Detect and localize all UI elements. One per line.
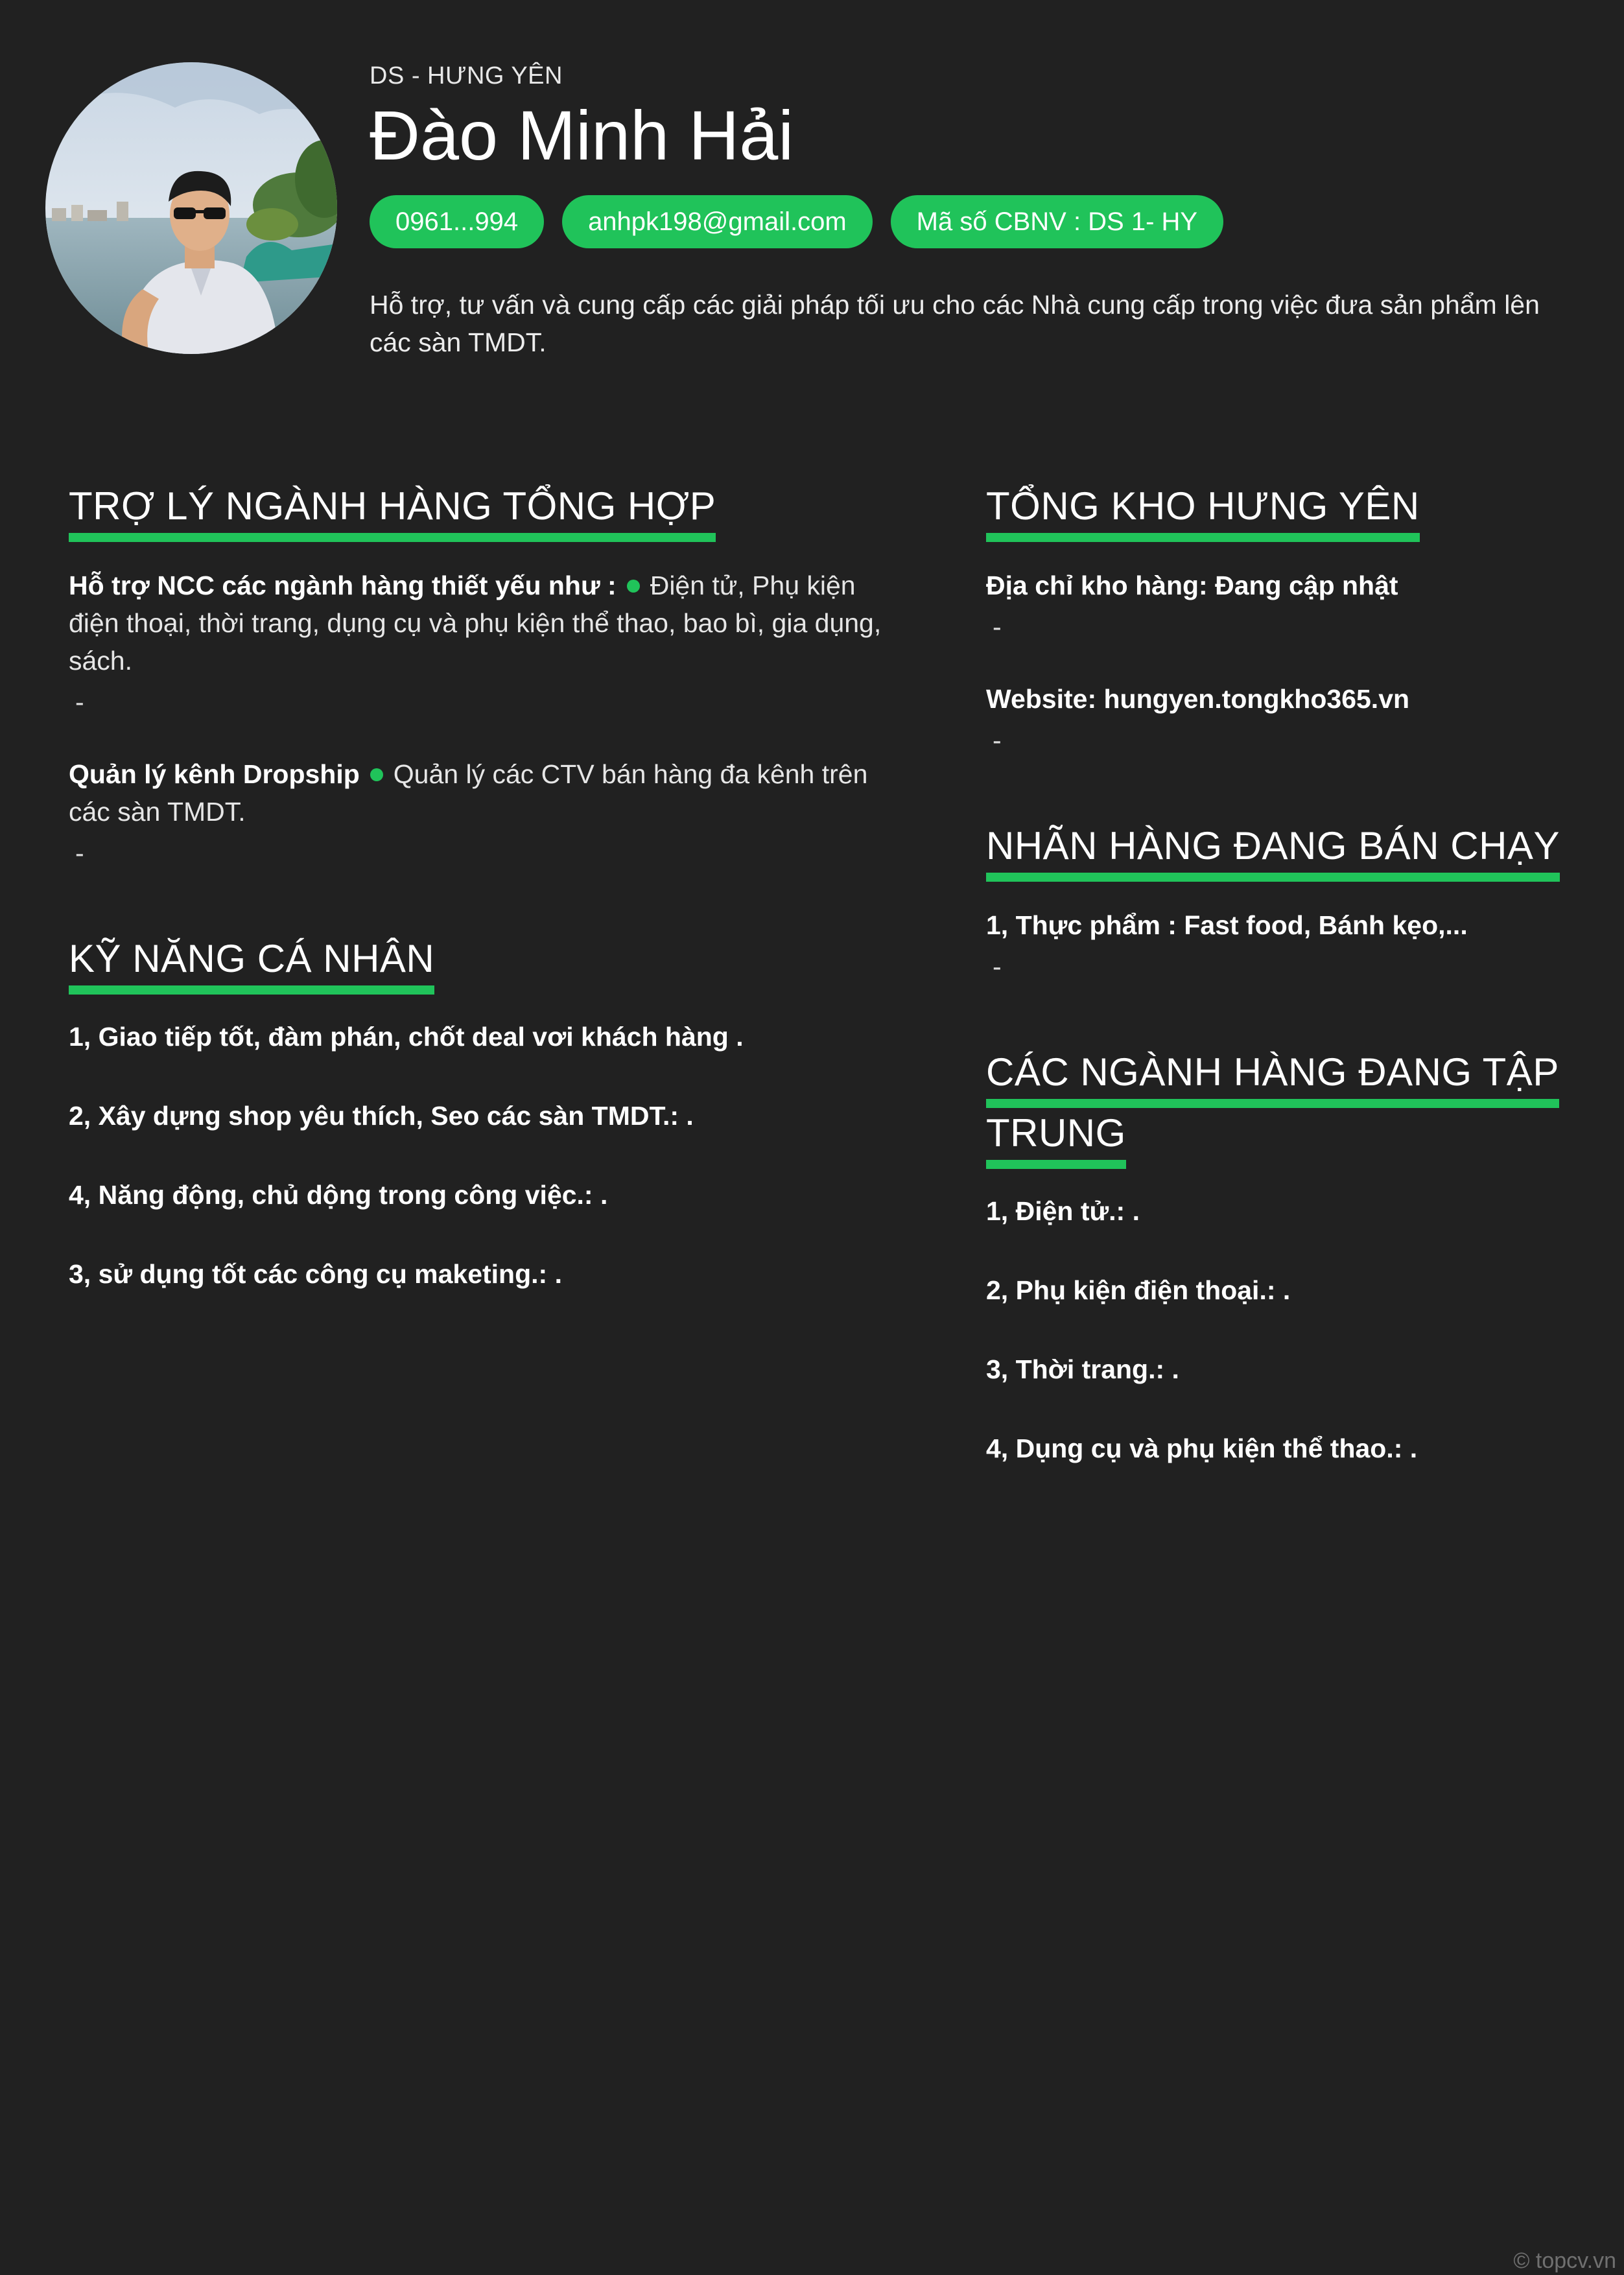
employee-id-pill: Mã số CBNV : DS 1- HY [891,195,1223,248]
profile-summary: Hỗ trợ, tư vấn và cung cấp các giải pháp tối ưu cho các Nhà cung cấp trong việc đưa sản phẩm lên các sàn TMDT. [370,290,1540,358]
entry-label: 1, Thực phẩm : Fast food, Bánh kẹo,... [986,910,1468,940]
entry-dash: - [993,612,1002,642]
role-entry [69,567,912,718]
right-column [986,481,1570,1506]
entry-label: Quản lý kênh Dropship [69,759,360,789]
profile-header [370,62,1575,361]
focus-item: 1, Điện tử.: . [986,1196,1140,1226]
entry-description: Điện tử, Phụ kiện điện thoại, thời trang, dụng cụ và phụ kiện thể thao, bao bì, gia dụng, sách. [69,571,882,676]
full-name: Đào Minh Hải [370,96,794,174]
warehouse-section [986,481,1570,756]
left-column [69,481,912,1332]
entry-dash: - [75,687,84,717]
bullet-dot-icon [627,580,640,593]
focus-item: 4, Dụng cụ và phụ kiện thể thao.: . [986,1433,1418,1463]
focus-section [986,1047,1570,1467]
warehouse-entry [986,567,1570,642]
phone-pill: 0961...994 [370,195,544,248]
role-section [69,481,912,869]
bullet-dot-icon [370,768,383,781]
warehouse-entry [986,680,1570,756]
skill-item: 3, sử dụng tốt các công cụ maketing.: . [69,1259,562,1289]
skills-list [69,1018,912,1293]
entry-label: Hỗ trợ NCC các ngành hàng thiết yếu như : [69,571,617,600]
entry-label: Địa chỉ kho hàng: Đang cập nhật [986,571,1398,600]
entry-label: Website: hungyen.tongkho365.vn [986,684,1410,714]
section-title: CÁC NGÀNH HÀNG ĐANG TẬP TRUNG [986,1047,1559,1169]
entry-dash: - [993,725,1002,755]
brands-section [986,821,1570,982]
profile-photo [45,62,337,354]
skill-item: 2, Xây dựng shop yêu thích, Seo các sàn TMDT.: . [69,1101,694,1131]
section-title: NHÃN HÀNG ĐANG BÁN CHẠY [986,821,1560,882]
focus-item: 2, Phụ kiện điện thoại.: . [986,1275,1291,1305]
section-title: TRỢ LÝ NGÀNH HÀNG TỔNG HỢP [69,481,716,542]
contact-pills [370,195,1575,248]
entry-description: Quản lý các CTV bán hàng đa kênh trên các sàn TMDT. [69,759,868,827]
focus-item: 3, Thời trang.: . [986,1354,1179,1384]
job-position: DS - HƯNG YÊN [370,62,563,89]
skill-item: 4, Năng động, chủ dộng trong công việc.: . [69,1180,608,1210]
brand-entry [986,906,1570,982]
section-title: KỸ NĂNG CÁ NHÂN [69,934,434,995]
email-pill: anhpk198@gmail.com [562,195,873,248]
focus-list [986,1192,1570,1467]
entry-dash: - [75,838,84,868]
footer-credit: © topcv.vn [1513,2248,1616,2273]
role-entry [69,755,912,869]
section-title: TỔNG KHO HƯNG YÊN [986,481,1420,542]
skill-item: 1, Giao tiếp tốt, đàm phán, chốt deal vơi khách hàng . [69,1022,744,1052]
skills-section [69,934,912,1293]
entry-dash: - [993,952,1002,982]
